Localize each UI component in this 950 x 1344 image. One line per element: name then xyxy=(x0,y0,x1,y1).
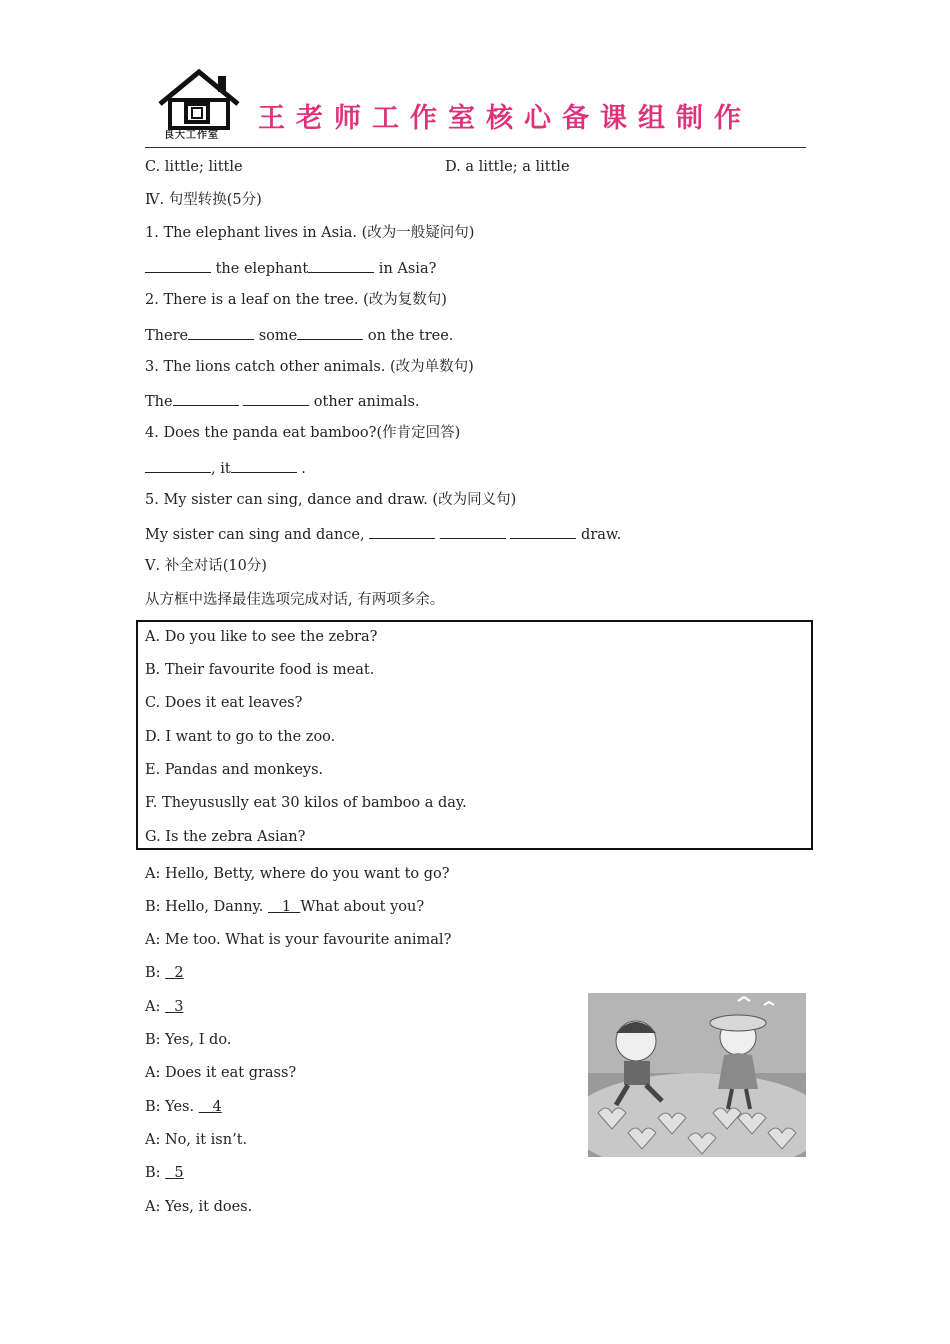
s4-q3: 3. The lions catch other animals. (改为单数句) xyxy=(145,359,474,375)
box-option-f: F. Theyususlly eat 30 kilos of bamboo a day. xyxy=(145,795,467,811)
answer-blank[interactable] xyxy=(145,458,211,473)
section5-instruction: 从方框中选择最佳选项完成对话, 有两项多余。 xyxy=(145,592,445,608)
option-d: D. a little; a little xyxy=(445,159,570,175)
option-c: C. little; little xyxy=(145,159,243,175)
dialogue-line: B: 5 xyxy=(145,1165,184,1181)
house-logo-icon xyxy=(156,68,242,142)
answer-blank[interactable] xyxy=(145,258,211,273)
s4-a4: , it . xyxy=(145,458,306,478)
answer-blank[interactable] xyxy=(369,524,435,539)
dialogue-line: A: Hello, Betty, where do you want to go? xyxy=(145,866,450,882)
answer-blank[interactable] xyxy=(308,258,374,273)
dialogue-line: B: Hello, Danny. 1 What about you? xyxy=(145,899,425,915)
dialogue-line: A: Me too. What is your favourite animal? xyxy=(145,932,452,948)
blank-number[interactable]: 3 xyxy=(174,999,184,1015)
cartoon-kids-illustration xyxy=(588,993,806,1157)
s4-q4: 4. Does the panda eat bamboo?(作肯定回答) xyxy=(145,425,461,441)
answer-blank[interactable] xyxy=(188,325,254,340)
blank-number[interactable]: 2 xyxy=(174,965,184,981)
logo-caption: 良大工作室 xyxy=(164,130,219,141)
answer-blank[interactable] xyxy=(297,325,363,340)
dialogue-line: A: Yes, it does. xyxy=(145,1199,253,1215)
header-divider xyxy=(145,147,806,148)
answer-blank[interactable] xyxy=(510,524,576,539)
section4-heading: Ⅳ. 句型转换(5分) xyxy=(145,192,262,208)
answer-blank[interactable] xyxy=(243,391,309,406)
s4-a1: the elephant in Asia? xyxy=(145,258,436,278)
dialogue-line: A: Does it eat grass? xyxy=(145,1065,297,1081)
s4-q2: 2. There is a leaf on the tree. (改为复数句) xyxy=(145,292,447,308)
box-option-a: A. Do you like to see the zebra? xyxy=(145,629,378,645)
box-option-b: B. Their favourite food is meat. xyxy=(145,662,375,678)
s4-a3: The other animals. xyxy=(145,391,420,411)
dialogue-line: B: Yes. 4 xyxy=(145,1099,222,1115)
dialogue-line: A: 3 xyxy=(145,999,184,1015)
box-option-c: C. Does it eat leaves? xyxy=(145,695,303,711)
box-option-g: G. Is the zebra Asian? xyxy=(145,829,306,845)
answer-blank[interactable] xyxy=(440,524,506,539)
s4-q1: 1. The elephant lives in Asia. (改为一般疑问句) xyxy=(145,225,475,241)
answer-blank[interactable] xyxy=(173,391,239,406)
blank-number[interactable]: 1 xyxy=(281,899,292,915)
box-option-e: E. Pandas and monkeys. xyxy=(145,762,324,778)
dialogue-line: A: No, it isn’t. xyxy=(145,1132,248,1148)
header-title: 王老师工作室核心备课组制作 xyxy=(258,103,752,134)
blank-number[interactable]: 4 xyxy=(212,1099,222,1115)
box-option-d: D. I want to go to the zoo. xyxy=(145,729,336,745)
blank-number[interactable]: 5 xyxy=(174,1165,184,1181)
s4-a5: My sister can sing and dance, draw. xyxy=(145,524,621,544)
s4-a2: There some on the tree. xyxy=(145,325,453,345)
answer-blank[interactable] xyxy=(231,458,297,473)
dialogue-line: B: 2 xyxy=(145,965,184,981)
dialogue-line: B: Yes, I do. xyxy=(145,1032,232,1048)
section5-heading: Ⅴ. 补全对话(10分) xyxy=(145,558,267,574)
s4-q5: 5. My sister can sing, dance and draw. (改为同义句) xyxy=(145,492,517,508)
